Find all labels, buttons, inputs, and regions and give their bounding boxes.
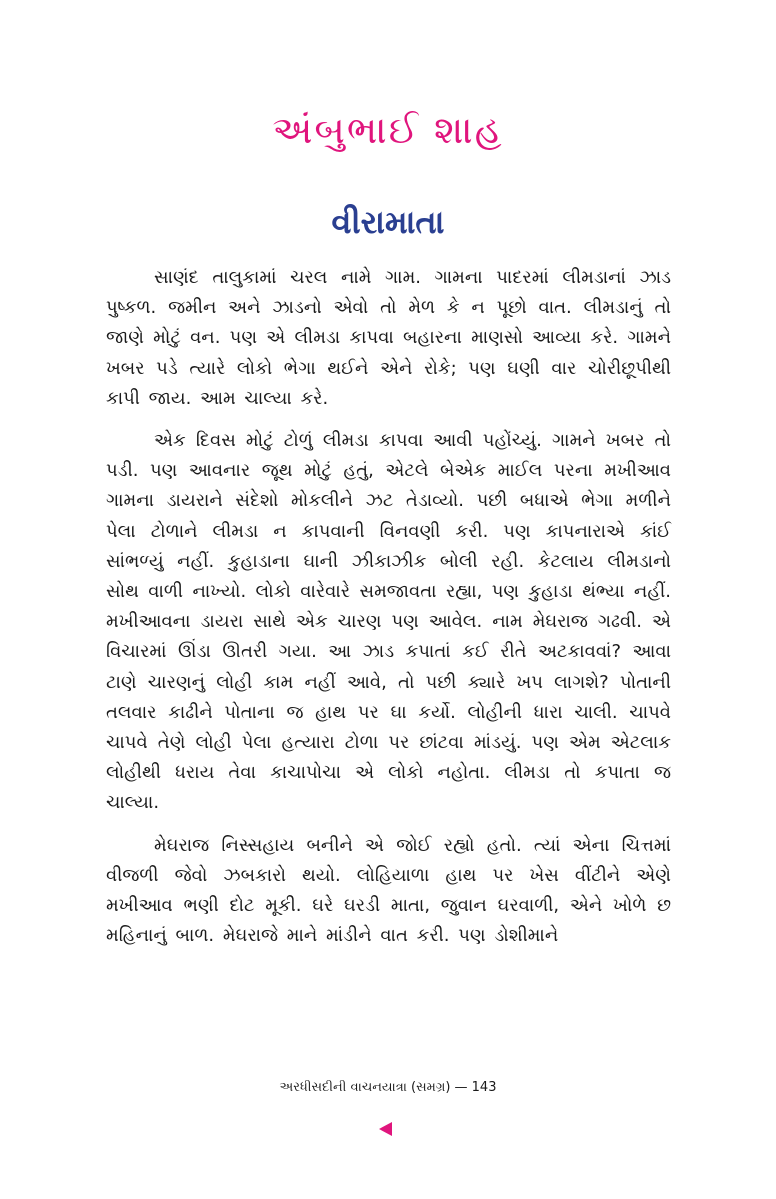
page-footer: અરધીસદીની વાચનયાત્રા (સમગ્ર) — 143	[279, 1080, 497, 1095]
author-name: અંબુભાઈ શાહ	[272, 108, 504, 152]
paragraph-1: સાણંદ તાલુકામાં ચરલ નામે ગામ. ગામના પાદરમાં લીમડાનાં ઝાડ પુષ્કળ. જમીન અને ઝાડનો એવો તો મેળ કે ન પૂછો વાત. લીમડાનું તો જાણે મોટું વન. પણ એ લીમડા કાપવા બહારના માણસો આવ્યા કરે. ગામને ખબર પડે ત્યારે લોકો ભેગા થઈને એને રોકે; પણ ઘણી વાર ચોરીછૂપીથી કાપી જાય. આમ ચાલ્યા કરે.	[106, 267, 671, 409]
paragraph-2: એક દિવસ મોટું ટોળું લીમડા કાપવા આવી પહોંચ્યું. ગામને ખબર તો પડી. પણ આવનાર જૂથ મોટું હતું, એટલે બેએક માઈલ પરના મખીઆવ ગામના ડાયરાને સંદેશો મોકલીને ઝટ તેડાવ્યો. પછી બધાએ ભેગા મળીને પેલા ટોળાને લીમડા ન કાપવાની વિનવણી કરી. પણ કાપનારાએ કાંઈ સાંભળ્યું નહીં. કુહાડાના ઘાની ઝીકાઝીક બોલી રહી. કેટલાય લીમડાનો સોથ વાળી નાખ્યો. લોકો વારેવારે સમજાવતા રહ્યા, પણ કુહાડા થંભ્યા નહીં. મખીઆવના ડાયરા સાથે એક ચારણ પણ આવેલ. નામ મેઘરાજ ગઢવી. એ વિચારમાં ઊંડા ઊતરી ગયા. આ ઝાડ કપાતાં કઈ રીતે અટકાવવાં? આવા ટાણે ચારણનું લોહી કામ નહીં આવે, તો પછી ક્યારે ખપ લાગશે? પોતાની તલવાર કાઢીને પોતાના જ હાથ પર ઘા કર્યો. લોહીની ધારા ચાલી. ચાપવે ચાપવે તેણે લોહી પેલા હત્યારા ટોળા પર છાંટવા માંડયું. પણ એમ એટલાક લોહીથી ધરાય તેવા કાચાપોચા એ લોકો નહોતા. લીમડા તો કપાતા જ ચાલ્યા.	[106, 430, 671, 814]
paragraph-3: મેઘરાજ નિસ્સહાય બનીને એ જોઈ રહ્યો હતો. ત્યાં એના ચિત્તમાં વીજળી જેવો ઝબકારો થયો. લોહિયાળા હાથ પર ખેસ વીંટીને એણે મખીઆવ ભણી દોટ મૂકી. ઘરે ઘરડી માતા, જુવાન ઘરવાળી, એને ખોળે છ મહિનાનું બાળ. મેઘરાજે માને માંડીને વાત કરી. પણ ડોશીમાને	[106, 834, 671, 947]
story-body	[106, 263, 671, 963]
story-title: વીરામાતા	[331, 203, 445, 241]
previous-page-icon[interactable]	[379, 1122, 392, 1136]
